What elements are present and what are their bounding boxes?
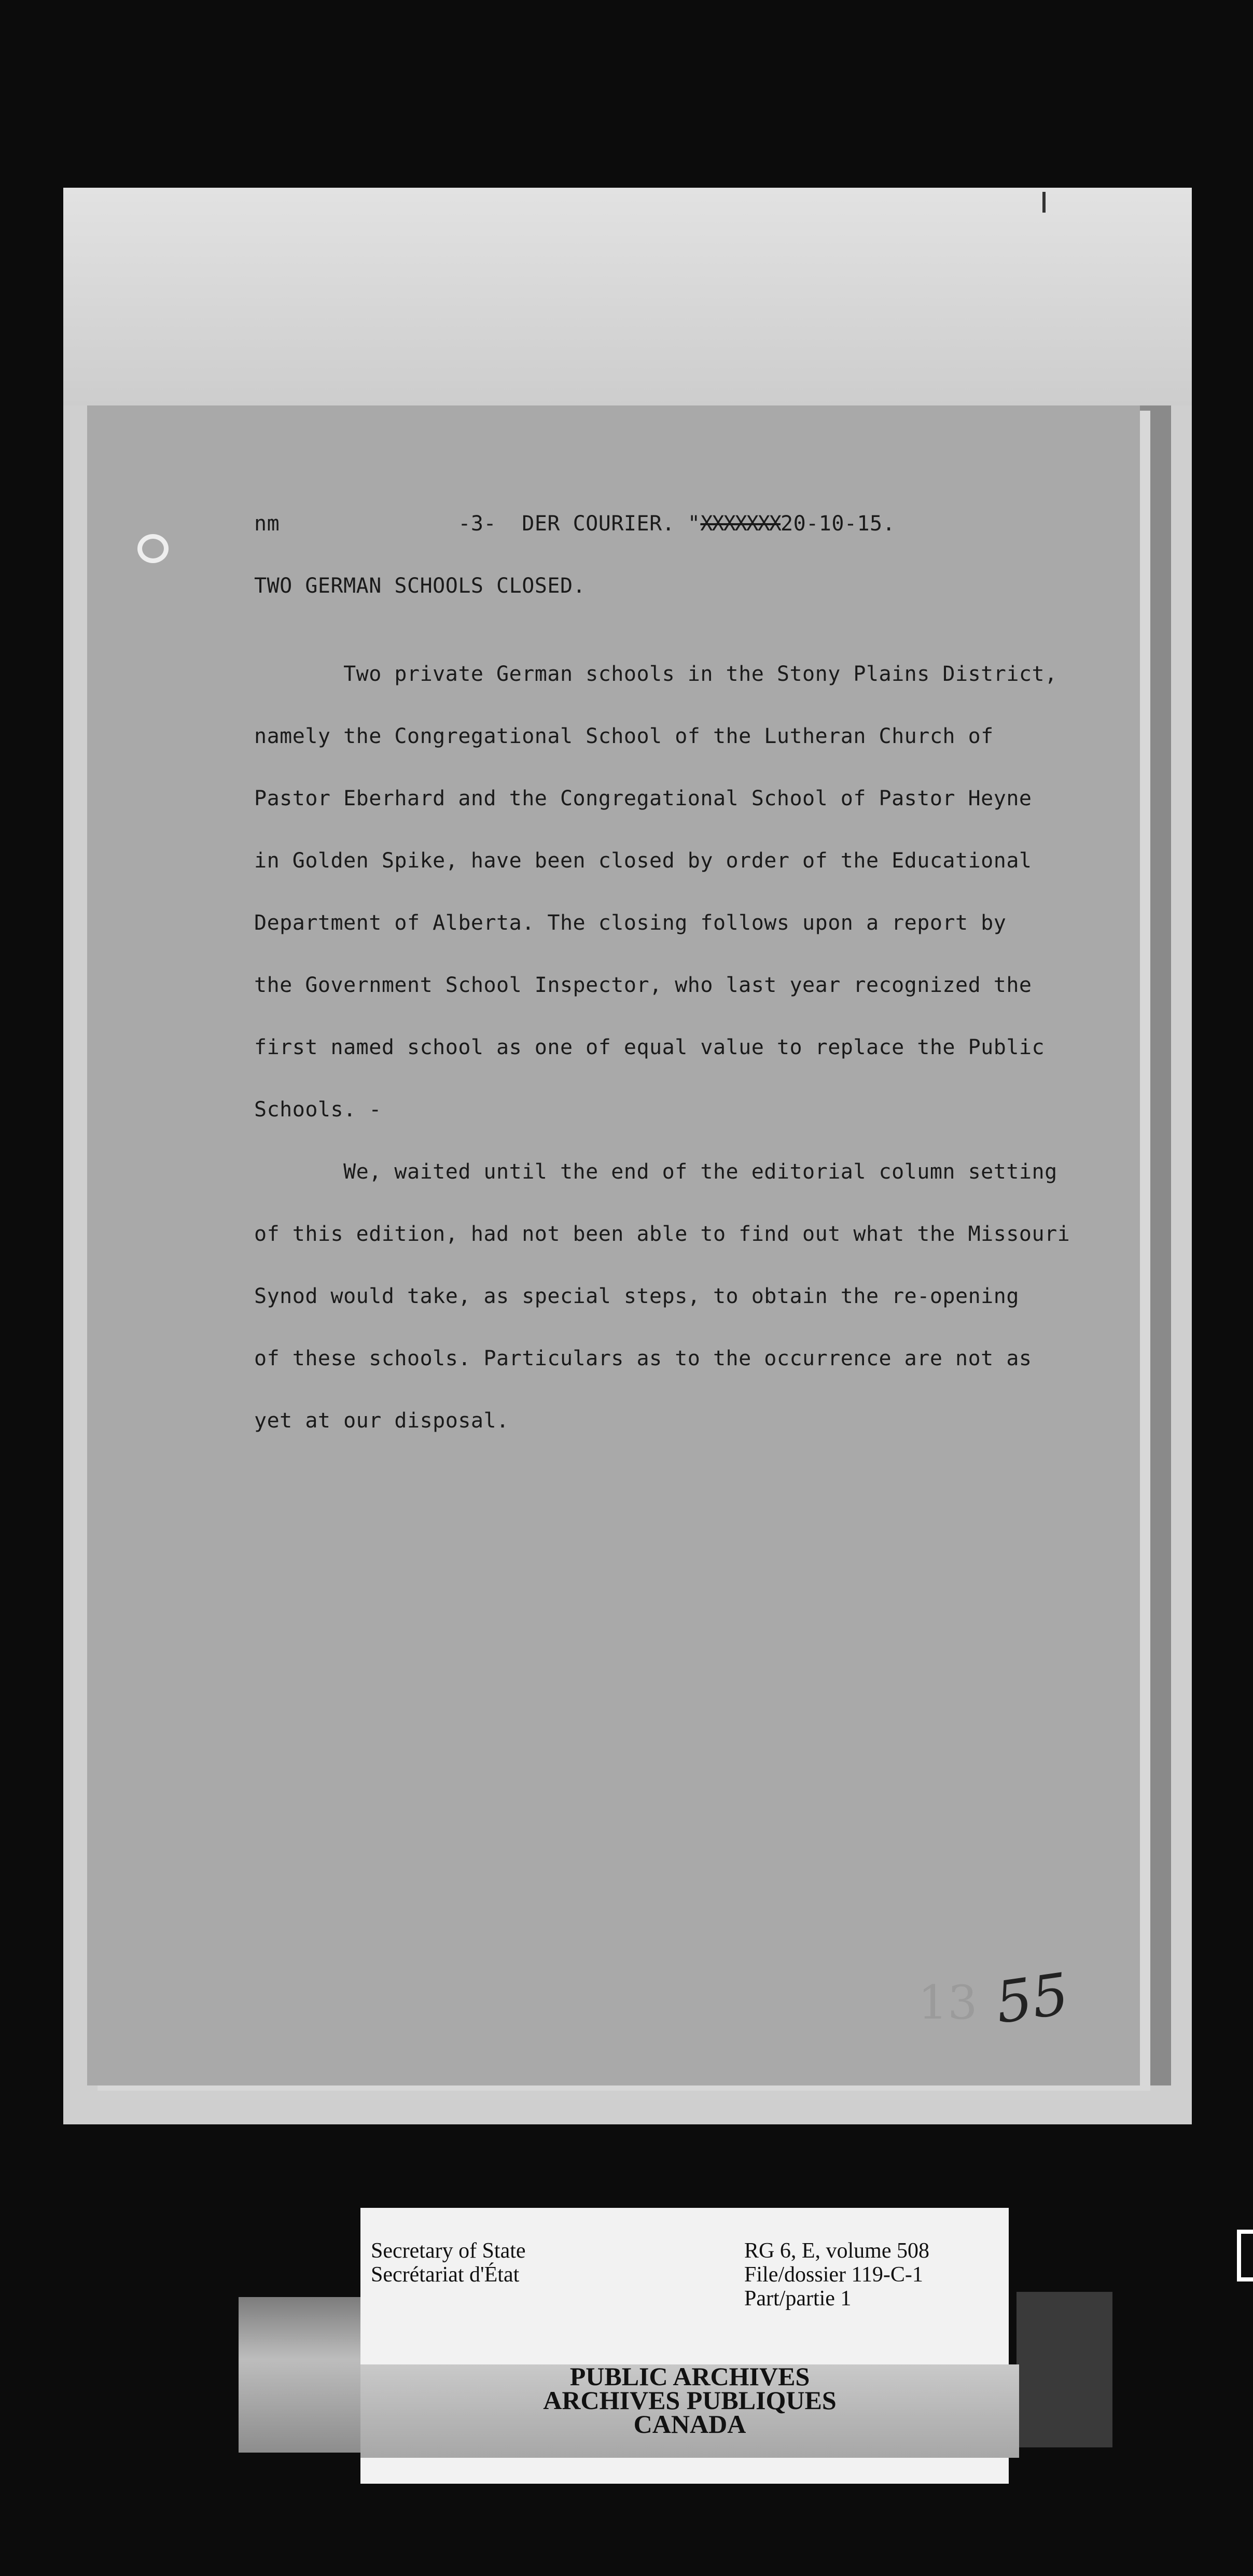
body-line: Schools. - [254,1098,382,1122]
issue-date: 20-10-15. [780,512,896,536]
frame-corner-mark [1237,2230,1253,2281]
tape-left [239,2297,373,2453]
label-part: Part/partie 1 [744,2287,852,2311]
label-volume: RG 6, E, volume 508 [744,2239,929,2263]
body-line: Two private German schools in the Stony Plains District, [254,662,1057,686]
article-body [254,622,1070,1452]
punch-hole-icon [137,534,169,563]
band-line-en: PUBLIC ARCHIVES [569,2362,810,2391]
page-edge-shadow [1140,410,1171,2084]
reference-line [254,513,895,534]
body-line: Department of Alberta. The closing follows upon a report by [254,911,1007,935]
body-line: Pastor Eberhard and the Congregational School of Pastor Heyne [254,787,1032,810]
folio-number: 55 [991,1960,1073,2037]
label-reference [744,2239,929,2311]
page-number: -3- [458,512,497,536]
body-line: yet at our disposal. [254,1409,509,1433]
band-line-fr: ARCHIVES PUBLIQUES [543,2386,837,2415]
body-line: first named school as one of equal value to replace the Public [254,1035,1045,1059]
initials: nm [254,512,280,536]
body-line: Synod would take, as special steps, to obtain the re-opening [254,1284,1019,1308]
body-line: of these schools. Particulars as to the occurrence are not as [254,1347,1032,1370]
faint-stamp: 13 [918,1976,978,2030]
label-agency-en: Secretary of State [371,2239,526,2263]
body-line: We, waited until the end of the editorial column setting [254,1160,1057,1184]
body-line: of this edition, had not been able to find out what the Missouri [254,1222,1070,1246]
label-agency-fr: Secrétariat d'État [371,2263,520,2287]
body-line: namely the Congregational School of the Lutheran Church of [254,724,994,748]
struck-text: XXXXXXX [700,512,781,536]
label-file: File/dossier 119-C-1 [744,2263,923,2287]
tape-right [1017,2292,1112,2447]
backing-sheet-top [63,188,1192,405]
body-line: the Government School Inspector, who last year recognized the [254,973,1032,997]
source-name: DER COURIER. " [522,512,701,536]
article-headline: TWO GERMAN SCHOOLS CLOSED. [254,574,586,598]
band-line-country: CANADA [633,2410,746,2439]
archive-band-text [456,2362,923,2439]
label-agency [371,2239,526,2287]
body-line: in Golden Spike, have been closed by order of the Educational [254,849,1032,873]
pencil-mark [1042,192,1046,213]
